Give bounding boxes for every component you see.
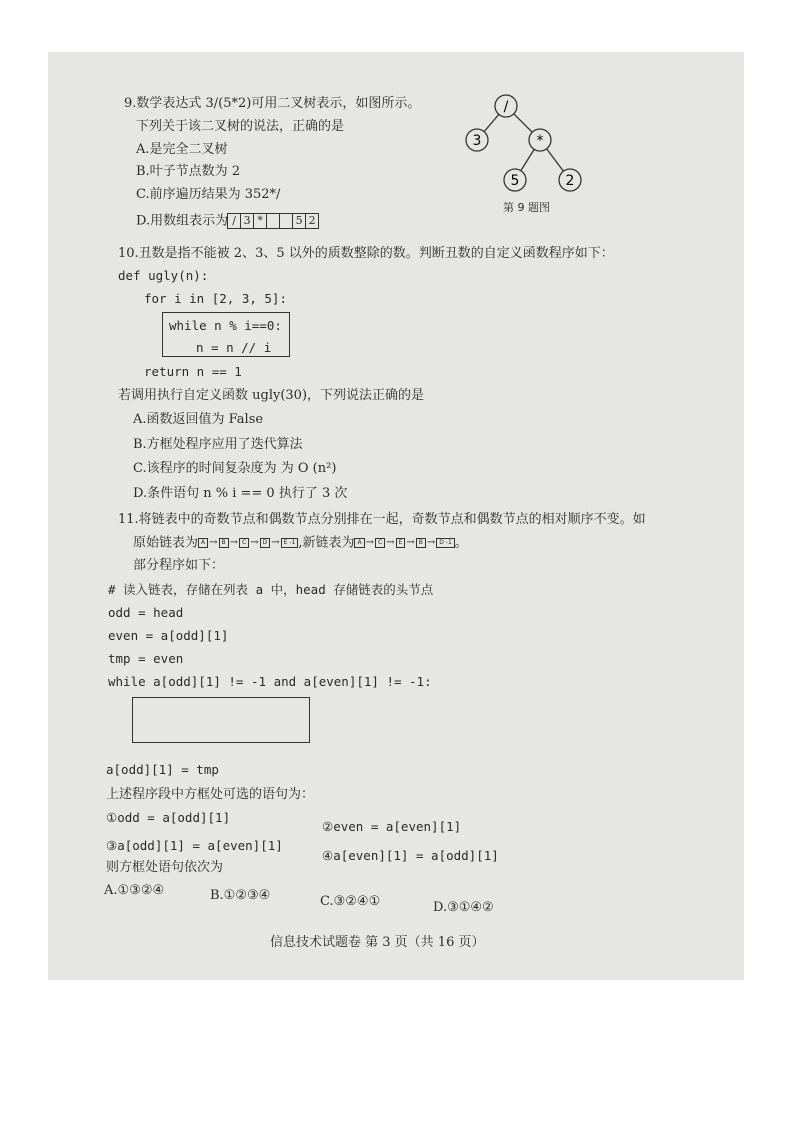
q11-code-even: even = a[odd][1] <box>108 628 229 643</box>
arrow-icon: → <box>271 537 280 548</box>
arrow-icon: → <box>406 537 415 548</box>
q9-array-cell: / <box>227 213 241 229</box>
tree-node-rr: 2 <box>565 173 575 189</box>
list-node: C <box>375 538 385 548</box>
q10-option-a: A.函数返回值为 False <box>133 412 264 427</box>
q9-binary-tree <box>455 90 595 200</box>
q10-code-for: for i in [2, 3, 5]: <box>144 291 287 306</box>
page-footer: 信息技术试题卷 第 3 页（共 16 页） <box>270 935 485 950</box>
arrow-icon: → <box>229 537 239 548</box>
q11-new-label: ,新链表为 <box>298 535 355 551</box>
list-node: B <box>416 538 426 548</box>
q9-option-c: C.前序遍历结果为 352*/ <box>136 187 281 202</box>
list-node: A <box>354 538 364 548</box>
tree-node-root: / <box>503 99 509 115</box>
q11-period: 。 <box>454 535 468 551</box>
q11-statement-4: ④a[even][1] = a[odd][1] <box>322 848 499 863</box>
q11-orig-label: 原始链表为 <box>133 535 199 551</box>
q9-array-cell: 3 <box>240 213 254 229</box>
q9-array-cell: 5 <box>292 213 306 229</box>
q9-array <box>228 214 319 229</box>
q10-code-def: def ugly(n): <box>118 268 209 283</box>
q11-statement-3: ③a[odd][1] = a[even][1] <box>106 838 283 853</box>
q11-option-b: B.①②③④ <box>210 888 271 903</box>
list-node: E -1 <box>281 538 299 548</box>
q9-option-d <box>136 213 319 230</box>
arrow-icon: → <box>209 537 218 548</box>
q11-stem: 11.将链表中的奇数节点和偶数节点分别排在一起，奇数节点和偶数节点的相对顺序不变。如 <box>118 512 646 527</box>
list-node: A <box>198 538 208 548</box>
q11-blank-box <box>132 697 310 743</box>
q11-option-c: C.③②④① <box>320 894 381 909</box>
tree-node-rl: 5 <box>510 173 520 189</box>
q11-code-tmp: tmp = even <box>108 651 184 666</box>
list-node: D <box>260 538 271 548</box>
list-node: E <box>396 538 406 548</box>
q11-orig-list <box>198 536 298 551</box>
arrow-icon: → <box>365 537 374 548</box>
q11-option-d: D.③①④② <box>433 900 494 915</box>
q10-option-d: D.条件语句 n % i == 0 执行了 3 次 <box>133 486 348 501</box>
q9-stem: 9.数学表达式 3/(5*2)可用二叉树表示，如图所示。 <box>124 96 421 111</box>
q11-code-odd: odd = head <box>108 605 184 620</box>
list-node: B <box>219 538 229 548</box>
q11-code-while: while a[odd][1] != -1 and a[even][1] != -1: <box>108 674 432 689</box>
q9-option-b: B.叶子节点数为 2 <box>136 164 241 179</box>
arrow-icon: → <box>386 537 395 548</box>
arrow-icon: → <box>426 537 436 548</box>
arrow-icon: → <box>250 537 259 548</box>
q9-option-d-label: D.用数组表示为 <box>136 213 229 229</box>
q9-sub: 下列关于该二叉树的说法，正确的是 <box>136 119 345 134</box>
list-node: D -1 <box>436 538 455 548</box>
q10-code-assign: n = n // i <box>196 340 272 355</box>
q9-array-cell: * <box>253 213 267 229</box>
q11-order-label: 则方框处语句依次为 <box>106 860 224 875</box>
q9-option-a: A.是完全二叉树 <box>136 142 228 157</box>
q11-code-comment: # 读入链表，存储在列表 a 中，head 存储链表的头节点 <box>108 582 434 597</box>
q10-question: 若调用执行自定义函数 ugly(30)，下列说法正确的是 <box>118 388 425 403</box>
q11-new-list <box>354 536 454 551</box>
q9-caption: 第 9 题图 <box>503 201 550 214</box>
q11-option-a: A.①③②④ <box>104 883 165 898</box>
q10-code-return: return n == 1 <box>144 364 242 379</box>
q11-statement-1: ①odd = a[odd][1] <box>106 810 231 825</box>
q10-option-c: C.该程序的时间复杂度为 为 O (n²) <box>133 461 337 476</box>
q9-array-cell <box>266 213 280 229</box>
q11-options-label: 上述程序段中方框处可选的语句为： <box>106 787 315 802</box>
q10-option-b: B.方框处程序应用了迭代算法 <box>133 437 303 452</box>
tree-node-left: 3 <box>472 133 482 149</box>
tree-node-right: * <box>536 133 544 149</box>
q11-code-assign: a[odd][1] = tmp <box>106 762 219 777</box>
q9-array-cell: 2 <box>305 213 319 229</box>
q10-code-while: while n % i==0: <box>169 318 282 333</box>
q9-array-cell <box>279 213 293 229</box>
q11-part: 部分程序如下： <box>133 558 225 573</box>
q11-lists <box>133 535 468 552</box>
q10-stem: 10.丑数是指不能被 2、3、5 以外的质数整除的数。判断丑数的自定义函数程序如下： <box>118 246 614 261</box>
list-node: C <box>239 538 249 548</box>
q11-statement-2: ②even = a[even][1] <box>322 819 462 834</box>
